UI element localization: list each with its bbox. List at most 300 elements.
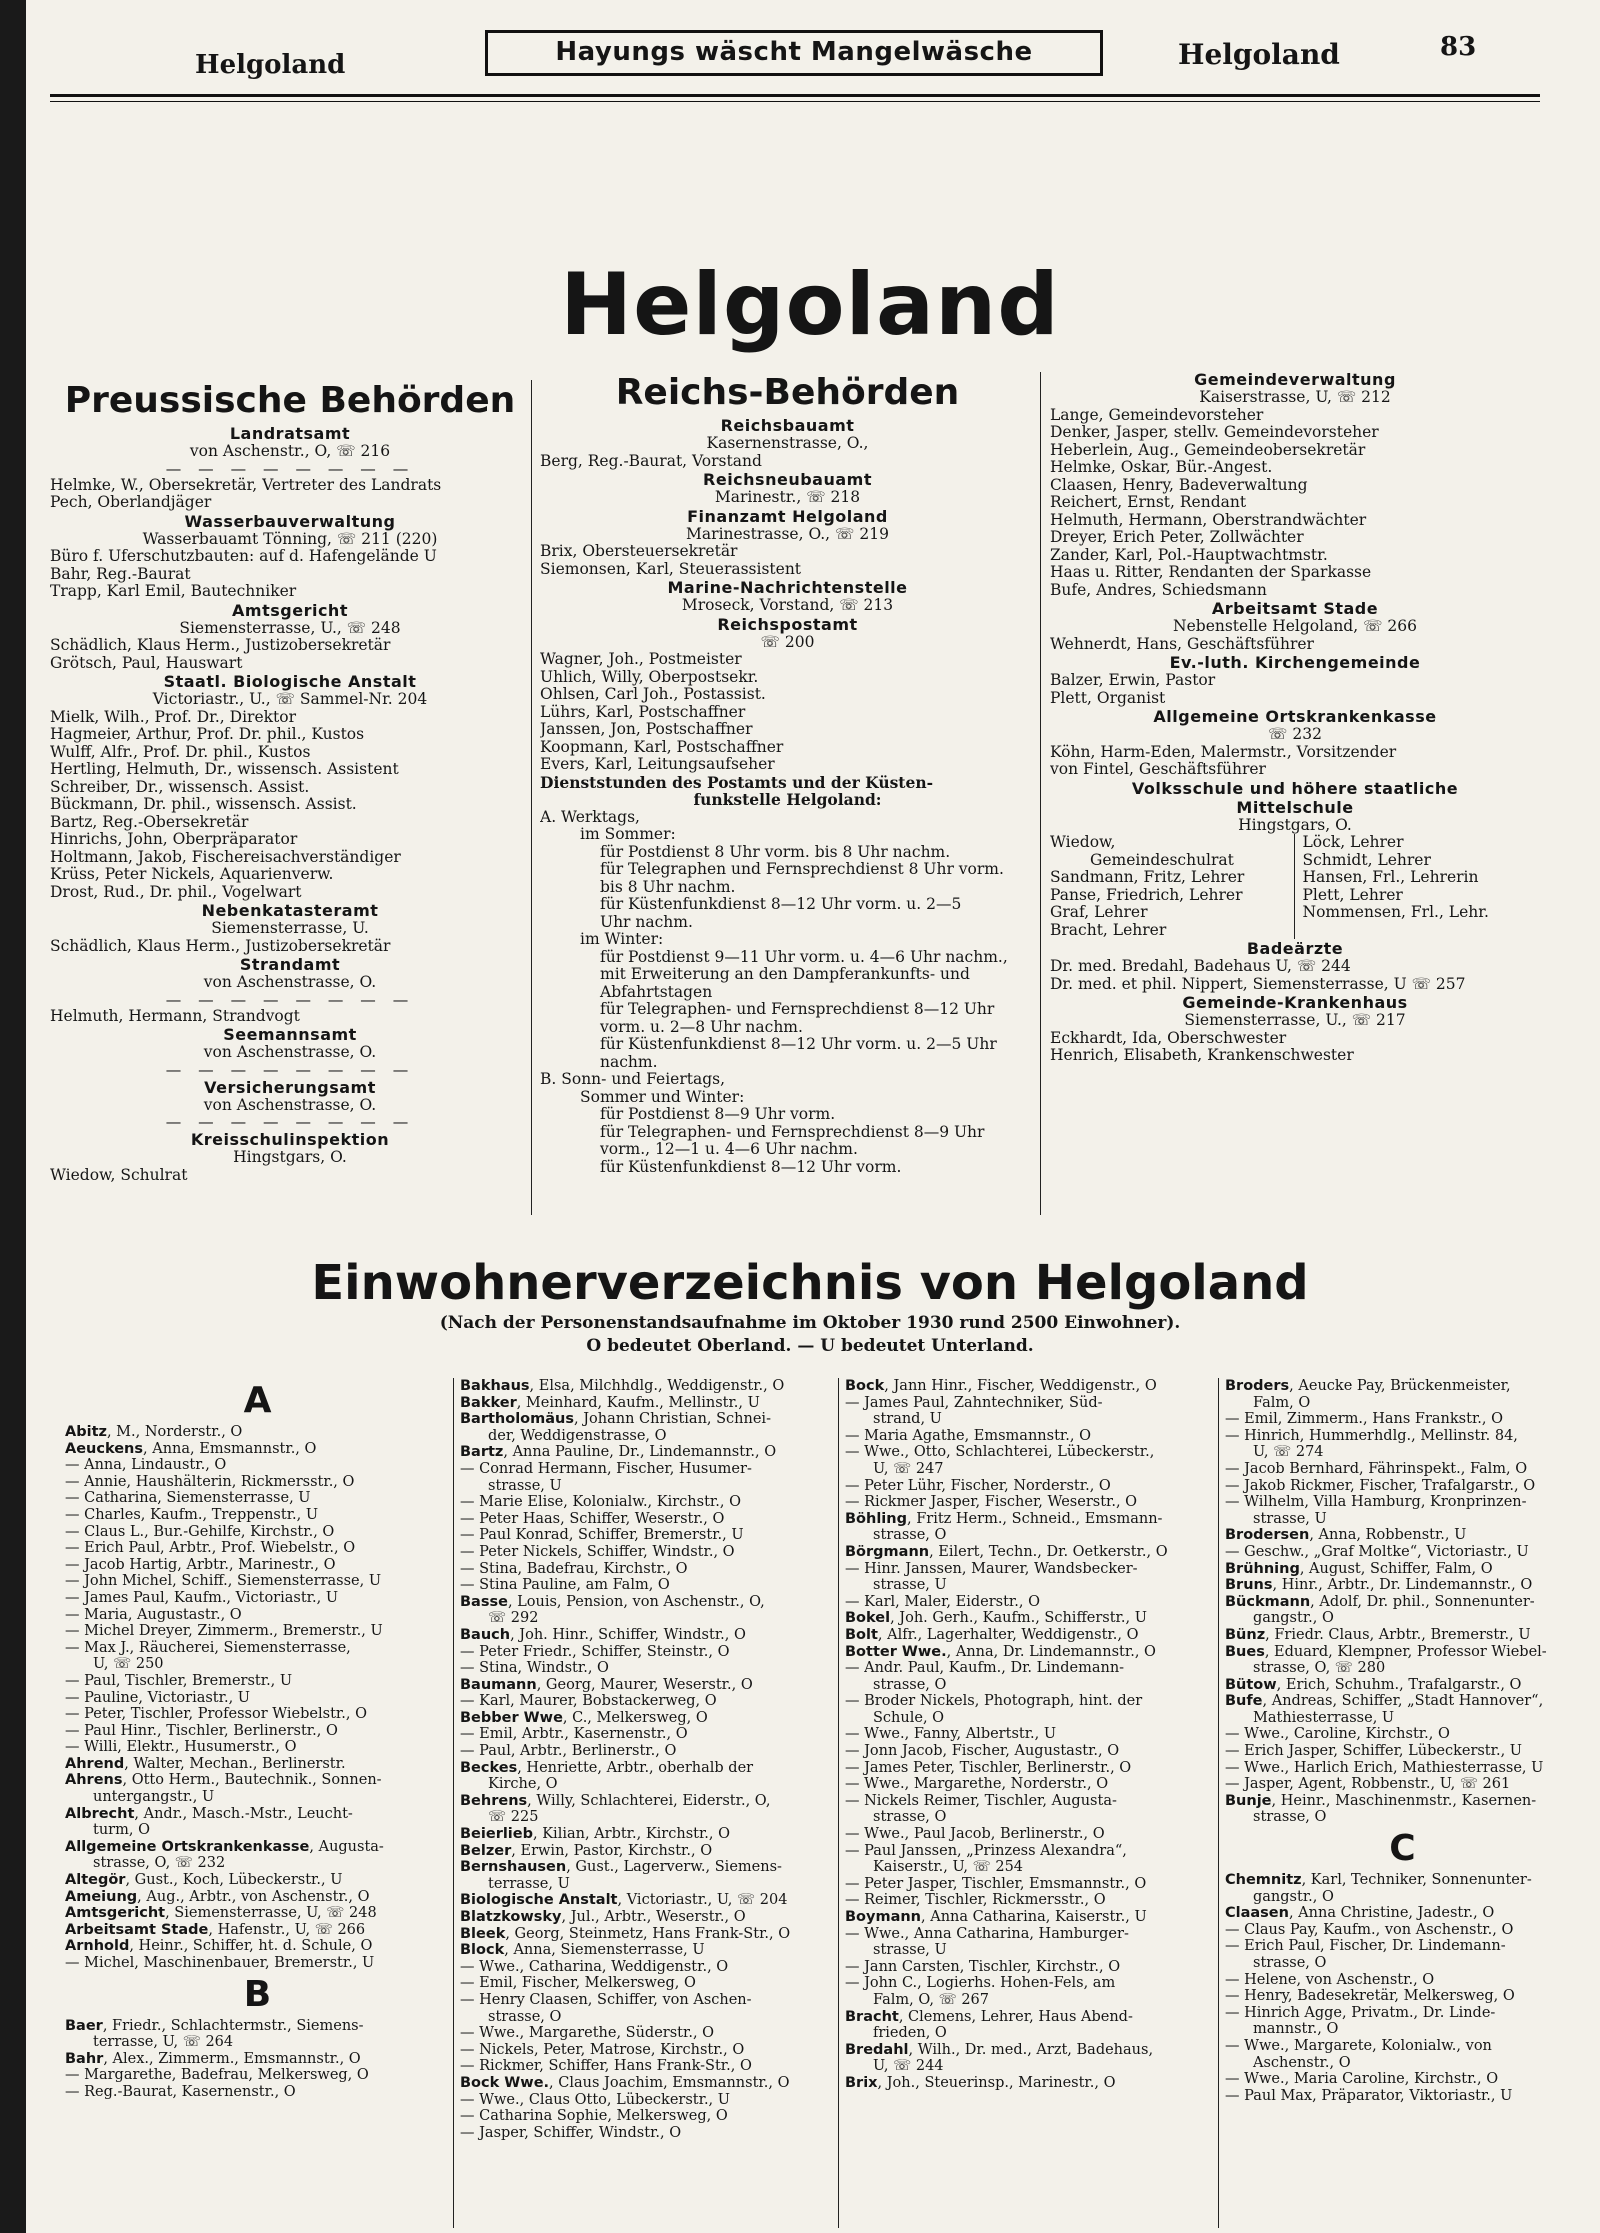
resident-entry: Behrens, Willy, Schlachterei, Eiderstr., O,: [460, 1792, 771, 1809]
hours-line: für Telegraphen- und Fernsprechdienst 8—9 Uhr: [600, 1123, 985, 1141]
resident-entry: — Paul Hinr., Tischler, Berlinerstr., O: [65, 1722, 338, 1739]
office-address: Hingstgars, O.: [1238, 816, 1352, 834]
resident-entry: — Rickmer, Schiffer, Hans Frank-Str., O: [460, 2058, 752, 2075]
resident-entry: — Erich Paul, Arbtr., Prof. Wiebelstr., O: [65, 1540, 356, 1557]
office-heading: Ev.-luth. Kirchengemeinde: [1169, 653, 1421, 672]
office-address: Hingstgars, O.: [233, 1149, 347, 1166]
staff-entry: Zander, Karl, Pol.-Hauptwachtmstr.: [1050, 546, 1328, 564]
resident-entry: — John C., Logierhs. Hohen-Fels, am: [845, 1975, 1116, 1992]
entry-continuation: terrasse, U: [488, 1875, 570, 1892]
teacher-entry: Löck, Lehrer: [1302, 834, 1404, 851]
office-address: von Aschenstr., O, ☏ 216: [189, 443, 391, 460]
hours-line: für Telegraphen und Fernsprechdienst 8 Uhr vorm.: [600, 861, 1004, 878]
resident-entry: Bernshausen, Gust., Lagerverw., Siemens-: [460, 1859, 782, 1876]
resident-entry: Bleek, Georg, Steinmetz, Hans Frank-Str., O: [460, 1925, 791, 1942]
office-address: von Aschenstrasse, O.: [203, 1044, 377, 1061]
directory-legend: O bedeutet Oberland. — U bedeutet Unterland.: [586, 1336, 1034, 1356]
teacher-entry: Plett, Lehrer: [1302, 886, 1403, 904]
col3-entries-lower: [1050, 939, 1540, 1065]
separator-dashes: — — — — — — — —: [165, 460, 415, 477]
header-right-title: Helgoland: [1178, 38, 1340, 71]
resident-entry: — James Paul, Zahntechniker, Süd-: [845, 1394, 1103, 1411]
resident-entry: — Paul, Arbtr., Berlinerstr., O: [460, 1743, 677, 1760]
office-heading: Finanzamt Helgoland: [687, 506, 888, 526]
resident-entry: — Jonn Jacob, Fischer, Augustastr., O: [845, 1743, 1120, 1760]
resident-entry: Arbeitsamt Stade, Hafenstr., U, ☏ 266: [65, 1921, 366, 1938]
alphabet-letter-heading: C: [1389, 1828, 1416, 1870]
section-title-preussische: Preussische Behörden: [64, 380, 516, 421]
resident-entry: Chemnitz, Karl, Techniker, Sonnenunter-: [1225, 1872, 1532, 1889]
staff-entry: Köhn, Harm-Eden, Malermstr., Vorsitzender: [1050, 743, 1397, 761]
resident-entry: — Paul Janssen, „Prinzess Alexandra“,: [845, 1842, 1127, 1859]
office-address: ☏ 200: [760, 633, 815, 651]
resident-entry: Allgemeine Ortskrankenkasse, Augusta-: [65, 1838, 384, 1855]
teacher-entry: Sandmann, Fritz, Lehrer: [1050, 869, 1245, 886]
resident-entry: Aeuckens, Anna, Emsmannstr., O: [65, 1440, 317, 1457]
resident-entry: — Charles, Kaufm., Treppenstr., U: [65, 1506, 319, 1523]
resident-entry: — Stina, Badefrau, Kirchstr., O: [460, 1560, 688, 1577]
entry-continuation: strasse, O, ☏ 280: [1253, 1660, 1386, 1677]
office-heading: Strandamt: [239, 955, 341, 974]
office-address: Siemensterrasse, U.: [211, 920, 369, 937]
staff-entry: Henrich, Elisabeth, Krankenschwester: [1050, 1047, 1354, 1064]
entry-continuation: strasse, O, ☏ 232: [93, 1855, 226, 1872]
resident-entry: — Paul Konrad, Schiffer, Bremerstr., U: [460, 1527, 744, 1544]
directory-page: [40, 0, 1580, 2233]
resident-entry: — Peter Nickels, Schiffer, Windstr., O: [460, 1543, 735, 1560]
resident-entry: Bünz, Friedr. Claus, Arbtr., Bremerstr., U: [1225, 1626, 1531, 1643]
resident-entry: — Paul Max, Präparator, Viktoriastr., U: [1225, 2087, 1513, 2104]
resident-entry: — Geschw., „Graf Moltke“, Victoriastr., U: [1225, 1543, 1529, 1560]
staff-entry: Koopmann, Karl, Postschaffner: [540, 738, 784, 756]
staff-entry: Bückmann, Dr. phil., wissensch. Assist.: [50, 796, 357, 813]
staff-entry: Lange, Gemeindevorsteher: [1050, 406, 1264, 424]
office-address: Marinestrasse, O., ☏ 219: [686, 525, 889, 543]
separator-dashes: — — — — — — — —: [165, 1114, 415, 1130]
resident-entry: — Peter, Tischler, Professor Wiebelstr., O: [65, 1706, 367, 1723]
resident-entry: — Maria, Augustastr., O: [65, 1606, 242, 1623]
entry-continuation: strasse, O: [873, 1527, 947, 1544]
office-address: Victoriastr., U., ☏ Sammel-Nr. 204: [152, 691, 428, 708]
teacher-entry: Wiedow,: [1050, 834, 1116, 851]
staff-entry: Wagner, Joh., Postmeister: [540, 651, 742, 668]
resident-entry: — Hinrich Agge, Privatm., Dr. Linde-: [1225, 2004, 1496, 2021]
office-address: Kasernenstrasse, O.,: [706, 435, 869, 452]
directory-column-1: [65, 1378, 450, 2101]
teacher-entry: Schmidt, Lehrer: [1302, 851, 1431, 869]
office-heading: Gemeindeverwaltung: [1194, 370, 1396, 389]
resident-entry: — Hinr. Janssen, Maurer, Wandsbecker-: [845, 1560, 1138, 1577]
entry-continuation: gangstr., O: [1253, 1610, 1334, 1627]
resident-entry: — Peter Haas, Schiffer, Weserstr., O: [460, 1510, 725, 1527]
hours-line: mit Erweiterung an den Dampferankunfts- und: [600, 966, 970, 983]
staff-entry: Mielk, Wilh., Prof. Dr., Direktor: [50, 708, 296, 726]
entry-continuation: U, ☏ 250: [93, 1656, 164, 1673]
staff-entry: Bufe, Andres, Schiedsmann: [1050, 581, 1267, 599]
resident-entry: — Wwe., Fanny, Albertstr., U: [845, 1726, 1057, 1743]
staff-entry: Balzer, Erwin, Pastor: [1050, 672, 1216, 689]
header-left-title: Helgoland: [195, 50, 346, 80]
resident-entry: Block, Anna, Siemensterrasse, U: [460, 1942, 705, 1959]
resident-entry: — Anna, Lindaustr., O: [65, 1457, 227, 1474]
hours-line: vorm., 12—1 u. 4—6 Uhr nachm.: [600, 1141, 858, 1158]
header-rule-thin: [50, 101, 1540, 102]
staff-entry: Helmuth, Hermann, Strandvogt: [50, 1007, 300, 1025]
resident-entry: — Catharina Sophie, Melkersweg, O: [460, 2108, 728, 2125]
resident-entry: Bolt, Alfr., Lagerhalter, Weddigenstr., O: [845, 1626, 1139, 1643]
resident-entry: Claasen, Anna Christine, Jadestr., O: [1225, 1905, 1495, 1922]
resident-entry: Bufe, Andreas, Schiffer, „Stadt Hannover“,: [1225, 1693, 1544, 1710]
staff-entry: Bahr, Reg.-Baurat: [50, 565, 191, 583]
gemeinde-column: [1050, 370, 1540, 1065]
hours-heading: Dienststunden des Postamts und der Küsten-: [540, 773, 934, 791]
resident-entry: Ahrend, Walter, Mechan., Berlinerstr.: [65, 1755, 346, 1772]
resident-entry: — Wwe., Claus Otto, Lübeckerstr., U: [460, 2091, 730, 2108]
entry-continuation: Kaiserstr., U, ☏ 254: [873, 1859, 1024, 1876]
staff-entry: Denker, Jasper, stellv. Gemeindevorsteher: [1050, 424, 1379, 441]
entry-continuation: untergangstr., U: [93, 1789, 215, 1806]
column-divider: [1040, 372, 1041, 1215]
resident-entry: Bückmann, Adolf, Dr. phil., Sonnenunter-: [1225, 1593, 1535, 1610]
resident-entry: — Jakob Rickmer, Fischer, Trafalgarstr., O: [1225, 1477, 1536, 1494]
teachers-left: [1050, 834, 1295, 939]
resident-entry: — Jacob Hartig, Arbtr., Marinestr., O: [65, 1556, 336, 1573]
resident-entry: — Wwe., Maria Caroline, Kirchstr., O: [1225, 2071, 1499, 2088]
staff-entry: von Fintel, Geschäftsführer: [1050, 761, 1266, 778]
page-header: [40, 28, 1540, 88]
teacher-entry: Gemeindeschulrat: [1090, 851, 1234, 869]
resident-entry: — Michel, Maschinenbauer, Bremerstr., U: [65, 1955, 375, 1971]
teachers-right: [1295, 834, 1541, 939]
reichs-behoerden-column: [540, 370, 1035, 1176]
staff-entry: Holtmann, Jakob, Fischereisachverständiger: [50, 848, 401, 866]
col2-entries: [540, 416, 1035, 1176]
hours-line: für Postdienst 8—9 Uhr vorm.: [600, 1106, 836, 1123]
resident-entry: Bunje, Heinr., Maschinenmstr., Kasernen-: [1225, 1792, 1537, 1809]
entry-continuation: strasse, O: [1253, 1809, 1327, 1826]
office-heading: Staatl. Biologische Anstalt: [163, 672, 417, 691]
header-rule: [50, 94, 1540, 97]
resident-entry: — Jasper, Schiffer, Windstr., O: [460, 2124, 682, 2141]
main-title: Helgoland: [560, 255, 1060, 355]
resident-entry: Albrecht, Andr., Masch.-Mstr., Leucht-: [65, 1805, 353, 1822]
entry-continuation: Aschenstr., O: [1253, 2054, 1351, 2071]
hours-line: Abfahrtstagen: [600, 983, 713, 1001]
resident-entry: Beierlieb, Kilian, Arbtr., Kirchstr., O: [460, 1826, 731, 1843]
staff-entry: Dr. med. Bredahl, Badehaus U, ☏ 244: [1050, 958, 1351, 975]
staff-entry: Pech, Oberlandjäger: [50, 494, 212, 511]
resident-entry: — Jacob Bernhard, Fährinspekt., Falm, O: [1225, 1460, 1528, 1477]
hours-line: für Küstenfunkdienst 8—12 Uhr vorm.: [600, 1158, 902, 1176]
entry-continuation: der, Weddigenstrasse, O: [488, 1427, 667, 1444]
entry-continuation: Schule, O: [873, 1709, 945, 1726]
office-address: Siemensterrasse, U., ☏ 248: [179, 619, 401, 637]
resident-entry: Bredahl, Wilh., Dr. med., Arzt, Badehaus,: [845, 2041, 1154, 2058]
resident-entry: Arnhold, Heinr., Schiffer, ht. d. Schule, O: [65, 1938, 373, 1955]
hours-heading: funkstelle Helgoland:: [693, 791, 882, 809]
staff-entry: Ohlsen, Carl Joh., Postassist.: [540, 686, 766, 703]
hours-line: im Sommer:: [580, 826, 676, 843]
staff-entry: Grötsch, Paul, Hauswart: [50, 654, 243, 672]
resident-entry: — Claus L., Bur.-Gehilfe, Kirchstr., O: [65, 1523, 335, 1540]
resident-entry: — Peter Friedr., Schiffer, Steinstr., O: [460, 1643, 730, 1660]
resident-entry: — Reg.-Baurat, Kasernenstr., O: [65, 2083, 296, 2100]
entry-continuation: strasse, U: [488, 1477, 562, 1494]
hours-line: nachm.: [600, 1053, 658, 1071]
entry-continuation: strasse, U: [873, 1942, 947, 1959]
preussische-behoerden-column: [50, 378, 530, 1184]
column-divider: [1218, 1378, 1219, 2228]
entry-continuation: Falm, O, ☏ 267: [873, 1991, 989, 2008]
resident-entry: Bartz, Anna Pauline, Dr., Lindemannstr., O: [460, 1444, 777, 1461]
entry-continuation: ☏ 225: [488, 1809, 539, 1826]
alphabet-letter-heading: A: [243, 1380, 272, 1421]
resident-entry: — Stina, Windstr., O: [460, 1660, 609, 1677]
resident-entry: — Karl, Maler, Eiderstr., O: [845, 1593, 1040, 1610]
office-heading: Versicherungsamt: [204, 1077, 376, 1097]
resident-entry: — Maria Agathe, Emsmannstr., O: [845, 1427, 1091, 1444]
staff-entry: Trapp, Karl Emil, Bautechniker: [50, 583, 297, 600]
resident-entry: Boymann, Anna Catharina, Kaiserstr., U: [845, 1909, 1147, 1925]
resident-entry: — Wwe., Margarete, Kolonialw., von: [1225, 2037, 1492, 2054]
resident-entry: — Wwe., Paul Jacob, Berlinerstr., O: [845, 1826, 1105, 1843]
resident-entry: — Michel Dreyer, Zimmerm., Bremerstr., U: [65, 1623, 383, 1640]
staff-entry: Hinrichs, John, Oberpräparator: [50, 831, 298, 848]
staff-entry: Brix, Obersteuersekretär: [540, 543, 738, 560]
resident-entry: — Annie, Haushälterin, Rickmersstr., O: [65, 1473, 355, 1490]
office-address: ☏ 232: [1268, 726, 1322, 743]
hours-line: für Postdienst 8 Uhr vorm. bis 8 Uhr nachm.: [600, 843, 951, 861]
office-heading: Kreisschulinspektion: [190, 1130, 390, 1149]
resident-entry: Ameiung, Aug., Arbtr., von Aschenstr., O: [65, 1888, 370, 1905]
page-number: 83: [1440, 32, 1477, 62]
resident-entry: Belzer, Erwin, Pastor, Kirchstr., O: [460, 1842, 713, 1859]
entry-continuation: strasse, O: [1253, 1955, 1327, 1971]
teacher-entry: Panse, Friedrich, Lehrer: [1050, 886, 1243, 904]
resident-entry: — Andr. Paul, Kaufm., Dr. Lindemann-: [845, 1660, 1125, 1677]
resident-entry: — Henry Claasen, Schiffer, von Aschen-: [460, 1991, 752, 2008]
resident-entry: Brodersen, Anna, Robbenstr., U: [1225, 1527, 1467, 1544]
office-heading: Arbeitsamt Stade: [1211, 599, 1379, 618]
entry-continuation: U, ☏ 244: [873, 2058, 944, 2075]
resident-entry: — Wwe., Margarethe, Süderstr., O: [460, 2025, 715, 2042]
resident-entry: — Conrad Hermann, Fischer, Husumer-: [460, 1460, 752, 1477]
resident-entry: — Nickels, Peter, Matrose, Kirchstr., O: [460, 2041, 745, 2058]
staff-entry: Hagmeier, Arthur, Prof. Dr. phil., Kustos: [50, 726, 365, 743]
resident-entry: Ahrens, Otto Herm., Bautechnik., Sonnen-: [65, 1772, 382, 1789]
entry-continuation: U, ☏ 274: [1253, 1444, 1324, 1461]
column-divider: [453, 1378, 454, 2228]
resident-entry: — Reimer, Tischler, Rickmersstr., O: [845, 1892, 1106, 1909]
resident-entry: — Peter Jasper, Tischler, Emsmannstr., O: [845, 1875, 1147, 1892]
teacher-entry: Bracht, Lehrer: [1050, 921, 1167, 939]
staff-entry: Dr. med. et phil. Nippert, Siemensterrasse, U ☏ 257: [1050, 975, 1466, 993]
office-address: Marinestr., ☏ 218: [714, 489, 861, 506]
resident-entry: Bebber Wwe, C., Melkersweg, O: [460, 1709, 708, 1726]
entry-continuation: strand, U: [873, 1411, 942, 1428]
entry-continuation: Falm, O: [1253, 1394, 1311, 1411]
resident-entry: — Emil, Zimmerm., Hans Frankstr., O: [1225, 1411, 1503, 1428]
resident-entry: — Wwe., Margarethe, Norderstr., O: [845, 1776, 1109, 1793]
staff-entry: B. Sonn- und Feiertags,: [540, 1071, 726, 1088]
office-heading: Volksschule und höhere staatliche: [1131, 778, 1459, 798]
resident-entry: — Willi, Elektr., Husumerstr., O: [65, 1739, 297, 1756]
office-heading: Marine-Nachrichtenstelle: [667, 578, 908, 597]
resident-entry: — Pauline, Victoriastr., U: [65, 1689, 251, 1706]
resident-entry: — Catharina, Siemensterrasse, U: [65, 1490, 311, 1507]
hours-line: bis 8 Uhr nachm.: [600, 878, 736, 896]
resident-entry: — Paul, Tischler, Bremerstr., U: [65, 1672, 293, 1689]
entry-continuation: strasse, U: [873, 1577, 947, 1594]
resident-entry: Bock, Jann Hinr., Fischer, Weddigenstr., O: [845, 1378, 1157, 1394]
staff-entry: Plett, Organist: [1050, 689, 1166, 707]
entry-continuation: strasse, O: [873, 1809, 947, 1826]
resident-entry: — Max J., Räucherei, Siemensterrasse,: [65, 1639, 351, 1656]
office-heading: Badeärzte: [1246, 939, 1344, 958]
office-heading: Wasserbauverwaltung: [184, 511, 396, 531]
directory-column-3: [845, 1378, 1215, 2092]
staff-entry: Büro f. Uferschutzbauten: auf d. Hafengelände U: [50, 548, 437, 565]
resident-entry: Botter Wwe., Anna, Dr. Lindemannstr., O: [845, 1643, 1156, 1660]
office-heading: Reichspostamt: [717, 614, 858, 634]
section-title-reichs: Reichs-Behörden: [615, 372, 960, 413]
staff-entry: Helmke, W., Obersekretär, Vertreter des Landrats: [50, 476, 442, 494]
separator-dashes: — — — — — — — —: [165, 1061, 415, 1078]
staff-entry: Uhlich, Willy, Oberpostsekr.: [540, 668, 759, 686]
resident-entry: Amtsgericht, Siemensterrasse, U, ☏ 248: [65, 1905, 377, 1922]
directory-title: Einwohnerverzeichnis von Helgoland: [311, 1255, 1309, 1311]
resident-entry: Blatzkowsky, Jul., Arbtr., Weserstr., O: [460, 1909, 746, 1925]
staff-entry: Siemonsen, Karl, Steuerassistent: [540, 560, 802, 578]
staff-entry: Wulff, Alfr., Prof. Dr. phil., Kustos: [50, 743, 311, 761]
staff-entry: Bartz, Reg.-Obersekretär: [50, 813, 249, 831]
resident-entry: — Helene, von Aschenstr., O: [1225, 1971, 1435, 1988]
staff-entry: Eckhardt, Ida, Oberschwester: [1050, 1029, 1287, 1047]
resident-entry: Bartholomäus, Johann Christian, Schnei-: [460, 1411, 771, 1428]
resident-entry: Brix, Joh., Steuerinsp., Marinestr., O: [845, 2074, 1116, 2091]
column-divider: [531, 380, 532, 1215]
resident-entry: Bütow, Erich, Schuhm., Trafalgarstr., O: [1225, 1676, 1522, 1693]
entry-continuation: U, ☏ 247: [873, 1460, 944, 1477]
hours-line: Uhr nachm.: [600, 913, 693, 931]
resident-entry: Bakker, Meinhard, Kaufm., Mellinstr., U: [460, 1394, 760, 1411]
resident-entry: — Peter Lühr, Fischer, Norderstr., O: [845, 1477, 1111, 1494]
resident-entry: Brühning, August, Schiffer, Falm, O: [1225, 1560, 1493, 1577]
entry-continuation: Mathiesterrasse, U: [1253, 1709, 1395, 1726]
resident-entry: — Wwe., Caroline, Kirchstr., O: [1225, 1726, 1450, 1743]
entry-continuation: strasse, U: [1253, 1510, 1327, 1527]
staff-entry: Janssen, Jon, Postschaffner: [540, 721, 753, 738]
staff-entry: Claasen, Henry, Badeverwaltung: [1050, 476, 1308, 494]
staff-entry: Dreyer, Erich Peter, Zollwächter: [1050, 529, 1304, 546]
resident-entry: — Wwe., Harlich Erich, Mathiesterrasse, U: [1225, 1759, 1544, 1776]
separator-dashes: — — — — — — — —: [165, 991, 415, 1008]
office-heading: Amtsgericht: [232, 600, 348, 620]
staff-entry: A. Werktags,: [540, 808, 640, 826]
hours-line: für Postdienst 9—11 Uhr vorm. u. 4—6 Uhr nachm.,: [600, 948, 1008, 966]
resident-entry: Bock Wwe., Claus Joachim, Emsmannstr., O: [460, 2074, 790, 2091]
resident-entry: Bues, Eduard, Klempner, Professor Wiebel-: [1225, 1643, 1547, 1660]
staff-entry: Krüss, Peter Nickels, Aquarienverw.: [50, 866, 334, 883]
resident-entry: — James Peter, Tischler, Berlinerstr., O: [845, 1759, 1132, 1776]
office-address: Kaiserstrasse, U, ☏ 212: [1199, 389, 1391, 406]
col1-entries: [50, 424, 530, 1184]
staff-entry: Wehnerdt, Hans, Geschäftsführer: [1050, 635, 1314, 653]
resident-entry: — Wwe., Anna Catharina, Hamburger-: [845, 1925, 1129, 1942]
office-heading: Reichsbauamt: [720, 416, 855, 435]
teacher-entry: Nommensen, Frl., Lehr.: [1302, 904, 1489, 921]
resident-entry: — Emil, Arbtr., Kasernenstr., O: [460, 1726, 688, 1743]
resident-entry: — Erich Paul, Fischer, Dr. Lindemann-: [1225, 1938, 1506, 1955]
teacher-entry: Hansen, Frl., Lehrerin: [1302, 869, 1479, 886]
resident-entry: — James Paul, Kaufm., Victoriastr., U: [65, 1589, 339, 1606]
resident-entry: Bahr, Alex., Zimmerm., Emsmannstr., O: [65, 2050, 361, 2067]
resident-entry: Beckes, Henriette, Arbtr., oberhalb der: [460, 1759, 754, 1776]
resident-entry: Biologische Anstalt, Victoriastr., U, ☏ 204: [460, 1892, 788, 1909]
resident-entry: — Stina Pauline, am Falm, O: [460, 1577, 670, 1594]
entry-continuation: strasse, O: [488, 2008, 562, 2025]
resident-entry: Bokel, Joh. Gerh., Kaufm., Schifferstr., U: [845, 1610, 1147, 1627]
entry-continuation: mannstr., O: [1253, 2021, 1339, 2038]
resident-entry: Basse, Louis, Pension, von Aschenstr., O,: [460, 1593, 765, 1610]
resident-entry: Bracht, Clemens, Lehrer, Haus Abend-: [845, 2008, 1133, 2025]
resident-entry: — Karl, Maurer, Bobstackerweg, O: [460, 1693, 717, 1710]
office-heading: Reichsneubauamt: [703, 470, 872, 489]
teacher-entry: Graf, Lehrer: [1050, 904, 1148, 921]
resident-entry: — Marie Elise, Kolonialw., Kirchstr., O: [460, 1494, 741, 1511]
column-divider: [838, 1378, 839, 2228]
entry-continuation: strasse, O: [873, 1676, 947, 1693]
resident-entry: — Emil, Fischer, Melkersweg, O: [460, 1975, 696, 1992]
hours-line: vorm. u. 2—8 Uhr nachm.: [600, 1018, 803, 1036]
resident-entry: Altegör, Gust., Koch, Lübeckerstr., U: [65, 1872, 343, 1889]
office-heading: Seemannsamt: [223, 1025, 357, 1044]
staff-entry: Berg, Reg.-Baurat, Vorstand: [540, 452, 762, 470]
hours-line: Sommer und Winter:: [580, 1088, 745, 1106]
office-heading: Mittelschule: [1236, 797, 1354, 817]
resident-entry: — John Michel, Schiff., Siemensterrasse, U: [65, 1573, 382, 1590]
staff-entry: Schädlich, Klaus Herm., Justizobersekretär: [50, 637, 391, 654]
entry-continuation: gangstr., O: [1253, 1888, 1334, 1905]
staff-entry: Evers, Karl, Leitungsaufseher: [540, 756, 775, 773]
resident-entry: — Erich Jasper, Schiffer, Lübeckerstr., U: [1225, 1743, 1523, 1760]
staff-entry: Schädlich, Klaus Herm., Justizobersekretär: [50, 937, 391, 955]
office-heading: Landratsamt: [229, 424, 351, 443]
office-address: von Aschenstrasse, O.: [203, 1096, 377, 1114]
resident-entry: Bauch, Joh. Hinr., Schiffer, Windstr., O: [460, 1626, 746, 1643]
col3-entries: [1050, 370, 1540, 834]
staff-entry: Hertling, Helmuth, Dr., wissensch. Assistent: [50, 761, 399, 778]
hours-line: für Küstenfunkdienst 8—12 Uhr vorm. u. 2—5 Uhr: [600, 1036, 997, 1053]
alphabet-letter-heading: B: [243, 1973, 272, 2015]
office-heading: Allgemeine Ortskrankenkasse: [1153, 707, 1437, 726]
resident-entry: — Jasper, Agent, Robbenstr., U, ☏ 261: [1225, 1776, 1511, 1793]
resident-entry: — Rickmer Jasper, Fischer, Weserstr., O: [845, 1494, 1138, 1511]
resident-entry: — Wilhelm, Villa Hamburg, Kronprinzen-: [1225, 1494, 1527, 1511]
office-address: Wasserbauamt Tönning, ☏ 211 (220): [142, 530, 438, 548]
resident-entry: — Margarethe, Badefrau, Melkersweg, O: [65, 2067, 369, 2084]
resident-entry: Baumann, Georg, Maurer, Weserstr., O: [460, 1676, 753, 1693]
directory-subtitle: (Nach der Personenstandsaufnahme im Oktober 1930 rund 2500 Einwohner).: [439, 1313, 1181, 1333]
office-address: von Aschenstrasse, O.: [203, 974, 377, 991]
office-address: Mroseck, Vorstand, ☏ 213: [681, 597, 894, 614]
header-advertisement-banner: Hayungs wäscht Mangelwäsche: [485, 30, 1103, 76]
hours-line: für Telegraphen- und Fernsprechdienst 8—12 Uhr: [600, 1001, 995, 1018]
hours-line: für Küstenfunkdienst 8—12 Uhr vorm. u. 2—5: [600, 896, 962, 913]
staff-entry: Drost, Rud., Dr. phil., Vogelwart: [50, 883, 302, 901]
resident-entry: Börgmann, Eilert, Techn., Dr. Oetkerstr., O: [845, 1543, 1168, 1560]
resident-entry: — Nickels Reimer, Tischler, Augusta-: [845, 1792, 1117, 1809]
